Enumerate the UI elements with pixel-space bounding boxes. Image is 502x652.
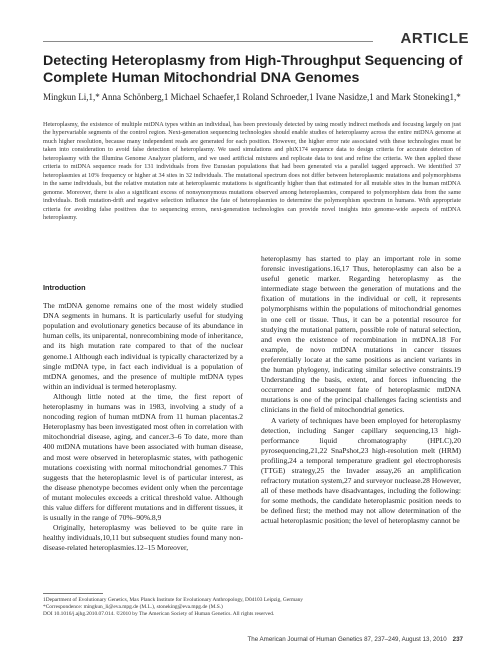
header-rule (43, 41, 373, 42)
body-paragraph: Originally, heteroplasmy was believed to be quite rare in healthy individuals,10,11 but subsequent studies found many non-disease-related heteroplasmies.12–15 Moreover, (43, 523, 243, 553)
article-header (43, 30, 469, 47)
right-column (261, 254, 461, 527)
body-paragraph: heteroplasmy has started to play an important role in some forensic investigations.16,17 Thus, heteroplasmy can also be a useful genetic marker. Regarding heteroplasmy as the intermediate stage between the generation of mutations and the fixation of mutations in the individual or cell, it represents polymorphisms within the populations of mitochondrial genomes in one cell or tissue. Thus, it can be a potential resource for studying the mutational pattern, possible role of natural selection, and even the existence of recombination in mtDNA.18 For example, de novo mtDNA mutations in cancer tissues preferentially locate at the same positions as ancient variants in the human phylogeny, indicating similar selective constraints.19 Understanding the basis, extent, and forces influencing the occurrence and subsequent fate of heteroplasmic mtDNA mutations is one of the principal challenges facing scientists and clinicians in the field of mitochondrial genetics. (261, 254, 461, 415)
article-title: Detecting Heteroplasmy from High-Throughput Sequencing of Complete Human Mitochondrial DNA Genomes (43, 53, 463, 86)
footnote-correspondence: *Correspondence: mingkun_li@eva.mpg.de (M.L.), stoneking@eva.mpg.de (M.S.) (43, 604, 223, 610)
author-list: Mingkun Li,1,* Anna Schönberg,1 Michael Schaefer,1 Roland Schroeder,1 Ivane Nasidze,1 and Mark Stoneking1,* (43, 92, 461, 102)
footnotes (43, 597, 463, 618)
page-number: 237 (452, 636, 463, 643)
body-paragraph: The mtDNA genome remains one of the most widely studied DNA segments in humans. It is particularly useful for studying population and evolutionary genetics because of its abundance in human cells, its uniparental, nonrecombining mode of inheritance, and its high mutation rate compared to that of the nuclear genome.1 Although each individual is typically characterized by a single mtDNA type, in fact each individual is a population of mtDNA genomes, and the presence of multiple mtDNA types within an individual is termed heteroplasmy. (43, 301, 243, 391)
footnote-doi: DOI 10.1016/j.ajhg.2010.07.014. ©2010 by The American Society of Human Genetics. All rights reserved. (43, 611, 275, 617)
section-heading-introduction: Introduction (43, 283, 86, 292)
journal-citation: The American Journal of Human Genetics 87, 237–249, August 13, 2010 (247, 636, 447, 643)
footnote-rule (43, 593, 103, 594)
page-footer (43, 636, 463, 643)
article-type-label: ARTICLE (395, 30, 470, 47)
left-column (43, 283, 243, 553)
body-paragraph: Although little noted at the time, the first report of heteroplasmy in humans was in 1983, involving a study of a noncoding region of human mtDNA from 11 human placentas.2 Heteroplasmy has been investigated most often in correlation with mitochondrial disease, aging, and cancer.3–6 To date, more than 400 mtDNA mutations have been associated with human disease, and most were observed in heteroplasmic states, with pathogenic mutations coexisting with normal mitochondrial genomes.7 This suggests that the heteroplasmic level is of particular interest, as the disease phenotype becomes evident only when the percentage of mutant molecules exceeds a critical threshold value. Although this value differs for different mutations and in different tissues, it is usually in the range of 70%–90%.8,9 (43, 391, 243, 523)
abstract: Heteroplasmy, the existence of multiple mtDNA types within an individual, has been previously detected by using mostly indirect methods and focusing largely on just the hypervariable segments of the control region. Next-generation sequencing technologies should enable studies of heteroplasmy across the entire mtDNA genome at much higher resolution, because many independent reads are generated for each position. However, the higher error rate associated with these technologies must be taken into consideration to avoid false detection of heteroplasmy. We used simulations and phiX174 sequence data to design criteria for accurate detection of heteroplasmy with the Illumina Genome Analyzer platform, and we used artificial mixtures and replicate data to test and refine the criteria. We then applied these criteria to mtDNA sequence reads for 131 individuals from five Eurasian populations that had been generated via a parallel tagged approach. We identified 37 heteroplasmies at 10% frequency or higher at 34 sites in 32 individuals. The mutational spectrum does not differ between heteroplasmic mutations and polymorphisms in the same individuals, but the relative mutation rate at heteroplasmic mutations is significantly higher than that estimated for all mutable sites in the human mtDNA genome. Moreover, there is also a significant excess of nonsynonymous mutations observed among heteroplasmies, compared to polymorphism data from the same individuals. Both mutation-drift and negative selection influence the fate of heteroplasmies to determine the polymorphism spectrum in humans. With appropriate criteria for avoiding false positives due to sequencing errors, next-generation technologies can provide novel insights into genome-wide aspects of mtDNA heteroplasmy. (43, 121, 461, 221)
footnote-affiliation: 1Department of Evolutionary Genetics, Max Planck Institute for Evolutionary Anthropology, D04103 Leipzig, Germany (43, 597, 303, 603)
body-paragraph: A variety of techniques have been employed for heteroplasmy detection, including Sanger capillary sequencing,13 high-performance liquid chromatography (HPLC),20 pyrosequencing,21,22 SnaPshot,23 high-resolution melt (HRM) profiling,24 a temporal temperature gradient gel electrophoresis (TTGE) strategy,25 the Invader assay,26 an amplification refractory mutation system,27 and surveyor nuclease.28 However, all of these methods have disadvantages, including the following: for some methods, the candidate heteroplasmic position needs to be defined first; the method may not allow determination of the actual heteroplasmic position; the level of heteroplasmy cannot be (261, 415, 461, 526)
